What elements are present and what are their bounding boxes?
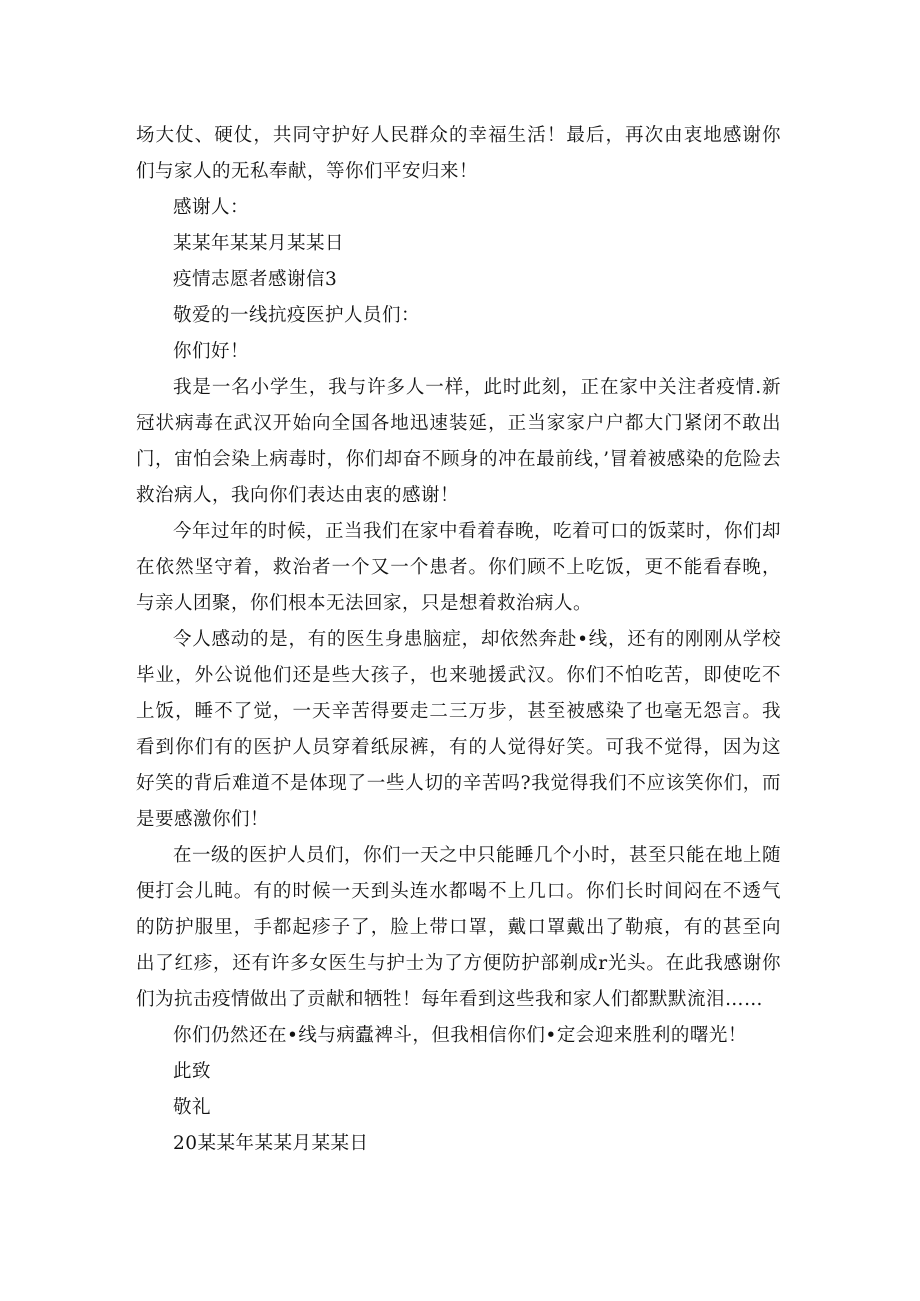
greeting: 你们好！ [173, 341, 250, 362]
signature-label: 感谢人： [173, 197, 250, 218]
closing-jingli: 敬礼 [173, 1097, 212, 1118]
paragraph-hope: 你们仍然还在•线与病蠹裨斗，但我相信你们•定会迎来胜利的曙光！ [173, 1025, 747, 1046]
paragraph-closing-thanks: 场大仗、硬仗，共同守护好人民群众的幸福生活！最后，再次由衷地感谢你们与家人的无私奉献，等你们平安归来！ [136, 125, 781, 182]
paragraph-frontline: 在一级的医护人员们，你们一天之中只能睡几个小时，甚至只能在地上随便打会儿盹。有的时候一天到头连水都喝不上几口。你们长时间闷在不透气的防护服里，手都起疹子了，脸上带口罩，戴口罩戴出了勒痕，有的甚至向出了红疹，还有许多女医生与护士为了方便防护部剃成r光头。在此我感谢你们为抗击疫情做出了贡献和牺牲！每年看到这些我和家人们都默默流泪…… [136, 845, 782, 1010]
closing-date: 20某某年某某月某某日 [173, 1133, 369, 1154]
closing-cizhi: 此致 [173, 1061, 212, 1082]
signature-date: 某某年某某月某某日 [173, 233, 345, 254]
paragraph-intro: 我是一名小学生，我与许多人一样，此时此刻，正在家中关注者疫情.新冠状病毒在武汉开始向全国各地迅速装延，正当家家户户都大门紧闭不敢出门，宙怕会染上病毒时，你们却奋不顾身的冲在最前线，’冒着被感染的危险去救治病人，我向你们表达由衷的感谢！ [136, 377, 781, 506]
paragraph-touching: 令人感动的是，有的医生身患脑症，却依然奔赴•线，还有的刚刚从学校毕业，外公说他们还是些大孩子，也来驰援武汉。你们不怕吃苦，即使吃不上饭，睡不了觉，一天辛苦得要走二三万步，甚至被感染了也毫无怨言。我看到你们有的医护人员穿着纸尿裤，有的人觉得好笑。可我不觉得，因为这好笑的背后难道不是体现了一些人切的辛苦吗?我觉得我们不应该笑你们，而是要感激你们！ [136, 629, 781, 830]
letter-body [136, 118, 781, 1162]
letter-title: 疫情志愿者感谢信3 [173, 269, 338, 290]
paragraph-new-year: 今年过年的时候，正当我们在家中看着春晚，吃着可口的饭菜时，你们却在依然坚守着，救治者一个又一个患者。你们顾不上吃饭，更不能看春晚，与亲人团聚，你们根本无法回家，只是想着救治病人。 [136, 521, 782, 614]
salutation: 敬爱的一线抗疫医护人员们： [173, 305, 421, 326]
